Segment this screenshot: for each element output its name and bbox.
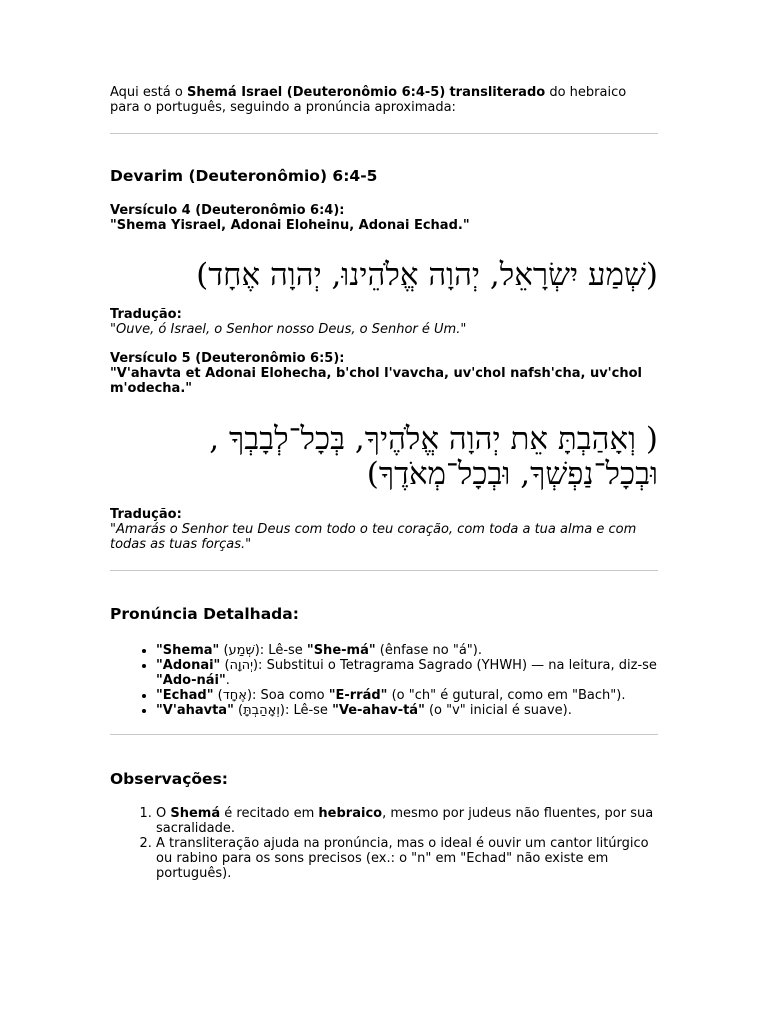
verse-4-label: Versículo 4 (Deuteronômio 6:4): [110, 203, 345, 218]
text: ): Lê-se [254, 643, 307, 658]
text: O [156, 806, 171, 821]
text: ): Lê-se [279, 703, 333, 718]
hebrew-word: שְׁמַע [228, 643, 255, 658]
text: ( [213, 688, 223, 703]
intro-prefix: Aqui está o [110, 85, 187, 100]
hebrew-word: יְהוָה [229, 658, 253, 673]
list-item [156, 688, 658, 703]
hebrew-word: וְאָהַבְתָּ [243, 703, 280, 718]
term: "Adonai" [156, 658, 221, 673]
pronunciation: "She-má" [306, 643, 376, 658]
text: ( [219, 643, 229, 658]
intro-bold-transliterado: transliterado [449, 85, 546, 100]
verse-5-label: Versículo 5 (Deuteronômio 6:5): [110, 351, 345, 366]
verse-5-hebrew-line-1: ( וְאָהַבְתָּ אֵת יְהוָה אֱלֹהֶיךָ, בְּכָל־לְבָבְךָ , [209, 421, 658, 457]
pronunciation-list [110, 643, 658, 718]
divider [110, 570, 658, 571]
text: ( [220, 658, 230, 673]
text: . [225, 673, 230, 688]
pronunciation: "Ve-ahav-tá" [332, 703, 425, 718]
list-item [156, 703, 658, 718]
divider [110, 133, 658, 134]
pronunciation: "E-rrád" [328, 688, 388, 703]
intro-paragraph [110, 85, 658, 115]
verse-4-translation-text: "Ouve, ó Israel, o Senhor nosso Deus, o Senhor é Um." [110, 322, 467, 337]
verse-5-transliteration: "V'ahavta et Adonai Elohecha, b'chol l'vavcha, uv'chol nafsh'cha, uv'chol m'odecha." [110, 366, 643, 396]
section-heading-devarim: Devarim (Deuteronômio) 6:4-5 [110, 167, 378, 185]
intro-bold-title: Shemá Israel (Deuteronômio 6:4-5) [186, 85, 446, 100]
list-item [156, 658, 658, 688]
verse-4-translation-label: Tradução: [110, 307, 182, 322]
list-item [156, 643, 658, 658]
bold-term: hebraico [318, 806, 383, 821]
list-item: 2. A transliteração ajuda na pronúncia, mas o ideal é ouvir um cantor litúrgico ou rabino para os sons precisos (ex.: o "n" em "Echad" não existe em português). [156, 836, 658, 881]
text: ): Substitui o Tetragrama Sagrado (YHWH) — na leitura, diz-se [252, 658, 657, 673]
verse-5-translation-text: "Amarás o Senhor teu Deus com todo o teu coração, com toda a tua alma e com todas as tuas forças." [110, 522, 637, 552]
section-heading-pronuncia: Pronúncia Detalhada: [110, 605, 299, 623]
verse-4-transliteration: "Shema Yisrael, Adonai Eloheinu, Adonai Echad." [110, 218, 470, 233]
section-heading-observacoes: Observações: [110, 770, 228, 788]
text: (ênfase no "á"). [375, 643, 482, 658]
document-content [110, 85, 658, 881]
term: "Echad" [156, 688, 214, 703]
term: "Shema" [156, 643, 220, 658]
text: ): Soa como [246, 688, 329, 703]
text: é recitado em [220, 806, 319, 821]
verse-5-translation-label: Tradução: [110, 507, 182, 522]
pronunciation: "Ado-nái" [156, 673, 226, 688]
text: , mesmo por judeus não fluentes, por sua sacralidade. [156, 806, 654, 836]
observations-list [110, 806, 658, 881]
bold-term: Shemá [170, 806, 221, 821]
divider [110, 734, 658, 735]
verse-4-hebrew: (שְׁמַע יִשְׂרָאֵל, יְהוָה אֱלֹהֵינוּ, יְהוָה אֶחָד) [196, 257, 658, 293]
intro-suffix: do hebraico para o português, seguindo a pronúncia aproximada: [110, 85, 627, 115]
text: (o "v" inicial é suave). [424, 703, 572, 718]
hebrew-word: אֶחָד [222, 688, 247, 703]
term: "V'ahavta" [156, 703, 234, 718]
text: (o "ch" é gutural, como em "Bach"). [387, 688, 626, 703]
text: ( [233, 703, 244, 718]
verse-5-hebrew-line-2: וּבְכָל־נַפְשְׁךָ, וּבְכָל־מְאֹדֶךָ) [366, 456, 658, 492]
list-item [156, 806, 658, 836]
